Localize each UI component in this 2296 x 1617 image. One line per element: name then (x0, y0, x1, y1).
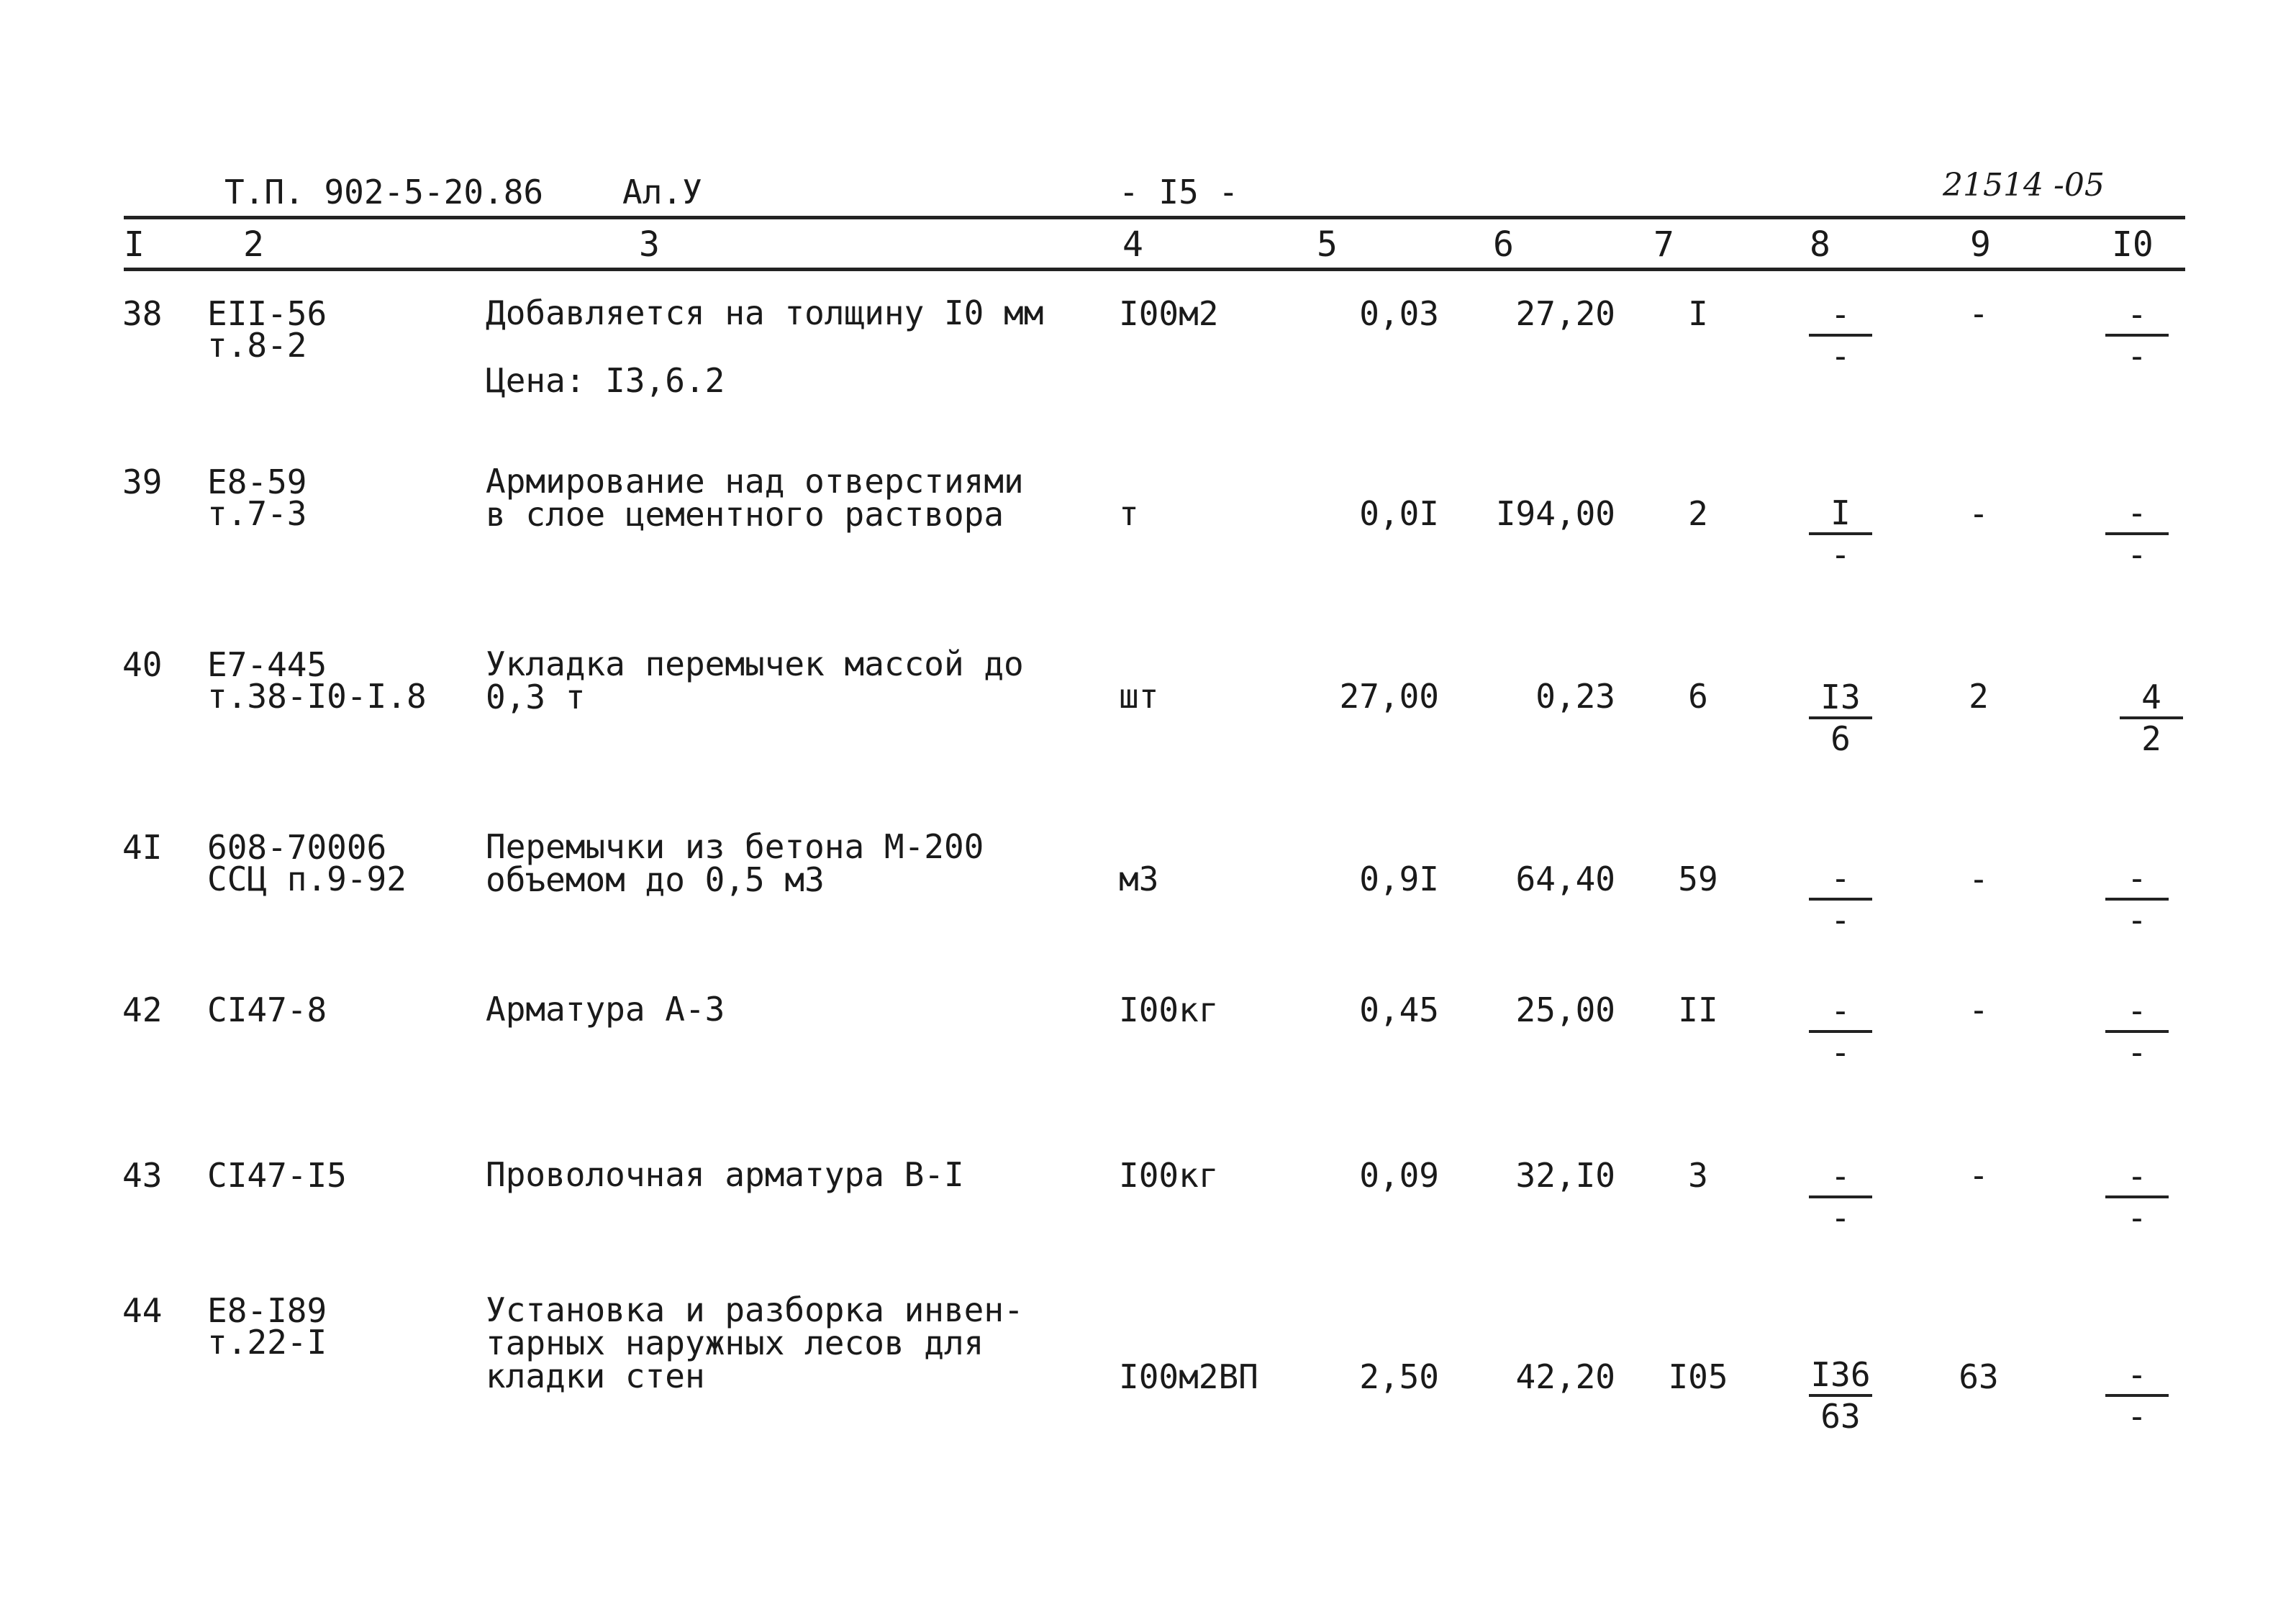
col9-value: - (1969, 860, 1989, 898)
denominator: - (2127, 1198, 2147, 1237)
numerator: 4 (2141, 678, 2161, 716)
row-number: 44 (122, 1291, 163, 1330)
description-line: тарных наружных лесов для (486, 1324, 984, 1362)
unit-price: I94,00 (1495, 494, 1615, 533)
description-line: Армирование над отверстиями (486, 462, 1024, 501)
description-line: в слое цементного раствора (486, 495, 1004, 534)
numerator: - (1830, 1157, 1851, 1195)
column-number: 4 (1122, 224, 1143, 265)
denominator: - (1830, 901, 1851, 939)
code-line: E7-445 (207, 645, 327, 684)
fraction-col10 (2101, 993, 2173, 1070)
description-line: Проволочная арматура В-I (486, 1155, 964, 1194)
col9-value: - (1969, 1156, 1989, 1195)
numerator: I3 (1820, 678, 1861, 716)
numerator: I (1830, 493, 1851, 532)
unit-price: 0,23 (1535, 677, 1615, 716)
col9-value: - (1969, 494, 1989, 533)
denominator: - (2127, 1397, 2147, 1436)
page-number: - I5 - (1119, 173, 1239, 211)
unit-price: 42,20 (1515, 1357, 1615, 1396)
quantity: 0,0I (1359, 494, 1439, 533)
denominator: - (2127, 535, 2147, 574)
row-number: 4I (122, 828, 163, 867)
fraction-col10 (2101, 296, 2173, 374)
code-line: 608-70006 (207, 828, 387, 867)
code-line: т.22-I (207, 1323, 327, 1362)
numerator: - (2127, 1157, 2147, 1195)
numerator: - (2127, 493, 2147, 532)
denominator: - (1830, 535, 1851, 574)
code-line: EII-56 (207, 294, 327, 333)
fraction-col8 (1805, 296, 1877, 374)
unit: т (1119, 494, 1139, 533)
column-number: I (124, 224, 145, 265)
row-number: 43 (122, 1156, 163, 1195)
denominator: 2 (2141, 719, 2161, 758)
description-line: Добавляется на толщину I0 мм (486, 293, 1044, 332)
description-line: Арматура А-3 (486, 990, 725, 1029)
denominator: 6 (1830, 719, 1851, 758)
quantity: 0,03 (1359, 294, 1439, 333)
total: 59 (1678, 860, 1718, 898)
unit: I00кг (1119, 1156, 1219, 1195)
numerator: - (1830, 859, 1851, 898)
fraction-col10 (2101, 1357, 2173, 1434)
numerator: - (2127, 1355, 2147, 1394)
unit-price: 32,I0 (1515, 1156, 1615, 1195)
code-line: CI47-I5 (207, 1156, 347, 1195)
fraction-col8 (1805, 993, 1877, 1070)
total: 6 (1688, 677, 1708, 716)
unit: I00м2ВП (1119, 1357, 1258, 1396)
column-number: 8 (1810, 224, 1830, 265)
fraction-col8 (1805, 495, 1877, 573)
unit: I00кг (1119, 990, 1219, 1029)
total: 3 (1688, 1156, 1708, 1195)
quantity: 0,09 (1359, 1156, 1439, 1195)
code-line: CI47-8 (207, 990, 327, 1029)
row-number: 42 (122, 990, 163, 1029)
col9-value: 2 (1969, 677, 1989, 716)
denominator: - (2127, 901, 2147, 939)
description-line: кладки стен (486, 1357, 705, 1395)
column-number: 6 (1493, 224, 1514, 265)
denominator: - (1830, 1033, 1851, 1072)
numerator: - (1830, 991, 1851, 1030)
row-number: 38 (122, 294, 163, 333)
header-bottom-rule (124, 268, 2185, 271)
denominator: - (2127, 1033, 2147, 1072)
quantity: 0,45 (1359, 990, 1439, 1029)
col9-value: 63 (1959, 1357, 1999, 1396)
unit: шт (1119, 677, 1159, 716)
numerator: - (2127, 859, 2147, 898)
fraction-col10 (2115, 679, 2187, 757)
column-number: 7 (1653, 224, 1674, 265)
doc-code: Т.П. 902-5-20.86 (224, 173, 544, 211)
total: II (1678, 990, 1718, 1029)
unit-price: 64,40 (1515, 860, 1615, 898)
album-label: Ал.У (622, 173, 702, 211)
numerator: - (1830, 295, 1851, 334)
fraction-col10 (2101, 1158, 2173, 1236)
code-line: E8-I89 (207, 1291, 327, 1330)
code-line: т.8-2 (207, 326, 307, 365)
fraction-col8 (1805, 1158, 1877, 1236)
code-line: т.38-I0-I.8 (207, 677, 427, 716)
numerator: - (2127, 295, 2147, 334)
numerator: I36 (1810, 1355, 1871, 1394)
price-note: Цена: I3,6.2 (486, 361, 725, 400)
denominator: 63 (1820, 1397, 1861, 1436)
description-line: Укладка перемычек массой до (486, 644, 1024, 683)
fraction-col8 (1805, 1357, 1877, 1434)
fraction-col8 (1805, 679, 1877, 757)
fraction-col10 (2101, 860, 2173, 938)
column-number: 3 (639, 224, 660, 265)
total: I05 (1668, 1357, 1728, 1396)
header-top-rule (124, 216, 2185, 219)
column-number: 9 (1970, 224, 1991, 265)
unit: I00м2 (1119, 294, 1219, 333)
description-line: 0,3 т (486, 678, 586, 716)
quantity: 2,50 (1359, 1357, 1439, 1396)
denominator: - (2127, 337, 2147, 375)
handwritten-number: 21514 -05 (1943, 167, 2105, 204)
col9-value: - (1969, 294, 1989, 333)
column-number: 5 (1317, 224, 1338, 265)
total: I (1688, 294, 1708, 333)
code-line: E8-59 (207, 463, 307, 501)
fraction-col8 (1805, 860, 1877, 938)
column-number: I0 (2112, 224, 2154, 265)
code-line: т.7-3 (207, 494, 307, 533)
total: 2 (1688, 494, 1708, 533)
denominator: - (1830, 337, 1851, 375)
unit: м3 (1119, 860, 1159, 898)
code-line: ССЦ п.9-92 (207, 860, 407, 898)
unit-price: 25,00 (1515, 990, 1615, 1029)
row-number: 39 (122, 463, 163, 501)
description-line: Установка и разборка инвен- (486, 1290, 1024, 1329)
denominator: - (1830, 1198, 1851, 1237)
quantity: 0,9I (1359, 860, 1439, 898)
column-number: 2 (243, 224, 264, 265)
numerator: - (2127, 991, 2147, 1030)
quantity: 27,00 (1339, 677, 1439, 716)
description-line: объемом до 0,5 м3 (486, 860, 825, 899)
description-line: Перемычки из бетона М-200 (486, 827, 984, 866)
row-number: 40 (122, 645, 163, 684)
unit-price: 27,20 (1515, 294, 1615, 333)
fraction-col10 (2101, 495, 2173, 573)
col9-value: - (1969, 990, 1989, 1029)
